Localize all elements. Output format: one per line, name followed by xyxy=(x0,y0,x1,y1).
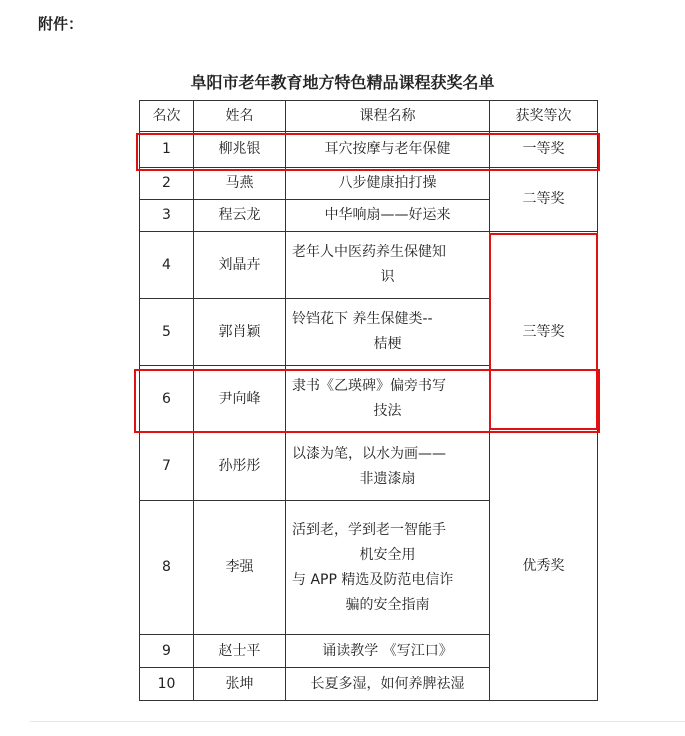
name-cell: 刘晶卉 xyxy=(194,232,286,299)
awards-table xyxy=(139,100,598,701)
course-line: 长夏多湿，如何养脾祛湿 xyxy=(310,675,465,692)
name-cell: 孙彤彤 xyxy=(194,433,286,501)
course-cell xyxy=(286,635,490,668)
course-line: 耳穴按摩与老年保健 xyxy=(324,141,451,157)
course-line: 铃铛花下 养生保健类-- xyxy=(292,311,433,327)
table-header-row xyxy=(140,101,598,132)
award-third: 三等奖 xyxy=(490,232,598,433)
award-first: 一等奖 xyxy=(490,132,598,168)
course-line: 活到老，学到老一智能手 xyxy=(292,521,446,538)
name-cell: 郭肖颖 xyxy=(194,299,286,366)
award-second: 二等奖 xyxy=(490,168,598,232)
course-line: 诵读教学 《写江口》 xyxy=(322,642,453,659)
rank-cell: 9 xyxy=(140,635,194,668)
table-row xyxy=(140,168,598,200)
name-cell: 柳兆银 xyxy=(194,132,286,168)
name-cell: 李强 xyxy=(194,501,286,635)
course-line: 与 APP 精选及防范电信诈 xyxy=(292,571,454,588)
header-course: 课程名称 xyxy=(286,101,490,132)
name-cell: 程云龙 xyxy=(194,200,286,232)
award-excellence: 优秀奖 xyxy=(490,433,598,701)
course-cell xyxy=(286,366,490,433)
rank-cell: 8 xyxy=(140,501,194,635)
name-cell: 马燕 xyxy=(194,168,286,200)
course-line: 桔梗 xyxy=(373,336,402,352)
table-row xyxy=(140,433,598,501)
document-title: 阜阳市老年教育地方特色精品课程获奖名单 xyxy=(190,73,495,92)
name-cell: 赵士平 xyxy=(194,635,286,668)
rank-cell: 6 xyxy=(140,366,194,433)
name-cell: 尹向峰 xyxy=(194,366,286,433)
course-cell xyxy=(286,132,490,168)
table-row xyxy=(140,232,598,299)
attachment-label: 附件： xyxy=(38,15,84,33)
name-cell: 张坤 xyxy=(194,668,286,701)
rank-cell: 3 xyxy=(140,200,194,232)
course-cell xyxy=(286,299,490,366)
course-cell xyxy=(286,168,490,200)
course-cell xyxy=(286,200,490,232)
course-line: 以漆为笔，以水为画—— xyxy=(292,445,446,462)
rank-cell: 7 xyxy=(140,433,194,501)
table-row xyxy=(140,132,598,168)
course-line: 隶书《乙瑛碑》偏旁书写 xyxy=(292,378,446,394)
rank-cell: 1 xyxy=(140,132,194,168)
rank-cell: 5 xyxy=(140,299,194,366)
course-cell xyxy=(286,433,490,501)
course-line: 技法 xyxy=(373,403,402,419)
rank-cell: 10 xyxy=(140,668,194,701)
header-award: 获奖等次 xyxy=(490,101,598,132)
course-line: 骗的安全指南 xyxy=(345,596,430,613)
course-line: 八步健康拍打操 xyxy=(338,175,437,191)
course-line: 机安全用 xyxy=(359,546,416,563)
course-line: 中华响扇——好运来 xyxy=(324,207,451,223)
course-cell xyxy=(286,501,490,635)
header-rank: 名次 xyxy=(140,101,194,132)
course-cell xyxy=(286,232,490,299)
course-cell xyxy=(286,668,490,701)
footer-divider xyxy=(30,721,685,722)
course-line: 非遗漆扇 xyxy=(359,470,416,487)
course-line: 老年人中医药养生保健知 xyxy=(292,244,446,260)
course-line: 识 xyxy=(380,269,395,285)
rank-cell: 4 xyxy=(140,232,194,299)
header-name: 姓名 xyxy=(194,101,286,132)
rank-cell: 2 xyxy=(140,168,194,200)
